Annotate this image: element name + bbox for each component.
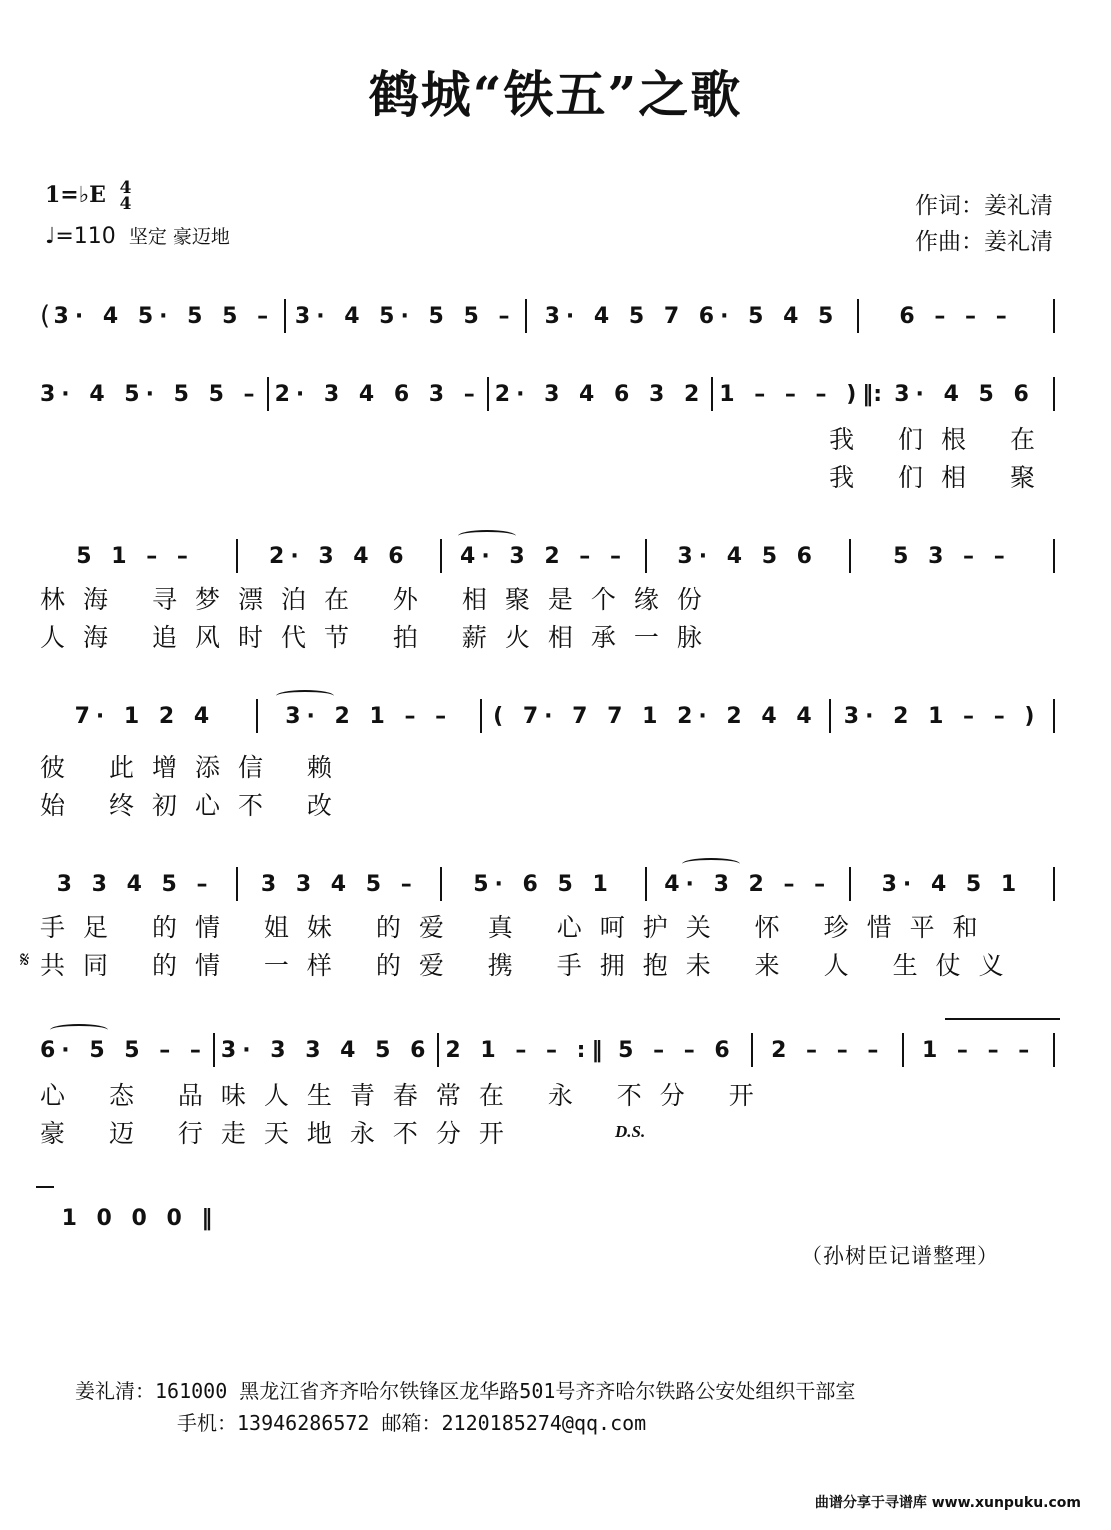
- measure: 2· 3 4 6 3 2: [494, 381, 706, 407]
- dal-segno-mark: D.S.: [615, 1122, 646, 1141]
- slur-mark: [50, 1024, 108, 1036]
- barline: [645, 867, 647, 901]
- measure: 6· 5 5 – –: [40, 1037, 207, 1063]
- barline: [1053, 867, 1055, 901]
- barline: [236, 867, 238, 901]
- score-row-3: [40, 540, 1061, 572]
- lyric-row-4-verse-1: 彼 此增添信 赖: [40, 753, 350, 782]
- score-row-4: [40, 700, 1061, 732]
- barline: [437, 1033, 439, 1067]
- barline: [213, 1033, 215, 1067]
- credits: [915, 188, 1053, 260]
- barline: [1053, 299, 1055, 333]
- measure: ( 7· 7 7 1 2· 2 4 4: [493, 703, 818, 729]
- measure: 4· 3 2 – –: [460, 543, 627, 569]
- measure: 3· 4 5 7 6· 5 4 5: [544, 303, 840, 329]
- measure: 2· 3 4 6 3 –: [274, 381, 481, 407]
- slur-mark: [276, 690, 334, 702]
- transcriber-credit: （孙树臣记谱整理）: [801, 1244, 999, 1268]
- expression-marking: 坚定 豪迈地: [128, 226, 230, 248]
- key-label: 1=♭E: [45, 182, 106, 208]
- measure: 1 – – –: [921, 1037, 1036, 1063]
- barline: [829, 699, 831, 733]
- measure: 3· 4 5· 5 5 –: [294, 303, 516, 329]
- barline: [440, 539, 442, 573]
- tempo-line: [45, 222, 230, 249]
- lyric-pickup-verse-2: 我 们相 聚: [829, 463, 1053, 492]
- composer: 作曲：姜礼清: [915, 229, 1053, 255]
- barline: [751, 1033, 753, 1067]
- measure: 3· 4 5 6: [677, 543, 818, 569]
- barline: [284, 299, 286, 333]
- tie-mark: [945, 1018, 1060, 1030]
- site-footer: 曲谱分享于寻谱库 www.xunpuku.com: [814, 1495, 1081, 1511]
- pickup-measure: 3· 4 5 6: [894, 381, 1035, 407]
- score-row-6: [40, 1034, 1061, 1066]
- time-top: 4: [119, 178, 132, 198]
- barline: [487, 377, 489, 411]
- contact-address: 姜礼清：161000 黑龙江省齐齐哈尔铁锋区龙华路501号齐齐哈尔铁路公安处组织干部室: [75, 1379, 856, 1403]
- measure: 5 1 – –: [76, 543, 194, 569]
- measure: 3· 2 1 – – ): [843, 703, 1041, 729]
- score-row-2: [40, 378, 1061, 410]
- barline: [849, 539, 851, 573]
- measure: 3· 3 3 4 5 6: [220, 1037, 432, 1063]
- barline: [525, 299, 527, 333]
- measure: 6 – – –: [899, 303, 1013, 329]
- measure: 2 1 – – :‖: [445, 1037, 609, 1063]
- contact-phone-email: 手机：13946286572 邮箱：2120185274@qq.com: [177, 1411, 647, 1435]
- contact-info: [75, 1375, 855, 1439]
- barline: [256, 699, 258, 733]
- measure: 3· 4 5· 5 5 –: [40, 381, 261, 407]
- segno-sign: 𝄋: [20, 948, 30, 973]
- lyric-row-6-verse-1: 心 态 品味人生青春常在 永 不分 开: [40, 1081, 772, 1110]
- score-row-7: [40, 1202, 240, 1234]
- lyric-pickup-verse-1: 我 们根 在: [829, 425, 1053, 454]
- barline: [711, 377, 713, 411]
- measure: 3· 4 5 1: [881, 871, 1023, 897]
- lyric-row-3-verse-2: 人海 追风时代节 拍 薪火相承一脉: [40, 623, 720, 652]
- barline: [645, 539, 647, 573]
- barline: [1053, 699, 1055, 733]
- barline: [480, 699, 482, 733]
- lyric-row-5-verse-2: 共同 的情 一样 的爱 携 手拥抱未 来 人 生仗义: [40, 951, 1022, 980]
- measure: 5 – – 6: [618, 1037, 736, 1063]
- measure: 5· 6 5 1: [473, 871, 614, 897]
- repeat-start-sign: ‖:: [862, 381, 883, 407]
- tempo-marking: ♩=110: [45, 224, 116, 249]
- measure: 3 3 4 5 –: [56, 871, 214, 897]
- barline: [857, 299, 859, 333]
- measure: 3· 2 1 – –: [285, 703, 453, 729]
- intro-open-paren: (: [40, 301, 51, 331]
- lyricist: 作词：姜礼清: [915, 193, 1053, 219]
- measure: 5 3 – –: [893, 543, 1011, 569]
- barline: [902, 1033, 904, 1067]
- barline: [440, 867, 442, 901]
- measure: 2· 3 4 6: [269, 543, 410, 569]
- measure: 7· 1 2 4: [74, 703, 216, 729]
- barline: [1053, 539, 1055, 573]
- barline: [1053, 1033, 1055, 1067]
- time-signature: [120, 180, 132, 212]
- measure: 2 – – –: [771, 1037, 885, 1063]
- measure: 3· 4 5· 5 5 –: [53, 303, 275, 329]
- lyric-row-4-verse-2: 始 终初心不 改: [40, 791, 350, 820]
- score-row-1: [40, 300, 1061, 332]
- time-bottom: 4: [119, 194, 132, 214]
- measure: 4· 3 2 – –: [664, 871, 832, 897]
- song-title: 鹤城“铁五”之歌: [368, 65, 743, 124]
- barline: [849, 867, 851, 901]
- lyric-row-6-verse-2: 豪 迈 行走天地永不分开: [40, 1119, 522, 1148]
- measure: 3 3 4 5 –: [260, 871, 418, 897]
- barline: [236, 539, 238, 573]
- barline: [267, 377, 269, 411]
- barline: [1053, 377, 1055, 411]
- measure: 1 0 0 0 ‖: [61, 1205, 219, 1231]
- score-row-5: [40, 868, 1061, 900]
- measure: 1 – – – ): [719, 381, 863, 407]
- slur-mark: [458, 530, 516, 542]
- slur-mark: [682, 858, 740, 870]
- lyric-row-3-verse-1: 林海 寻梦漂泊在 外 相聚是个缘份: [40, 585, 720, 614]
- key-signature: [45, 180, 131, 212]
- lyric-row-5-verse-1: 手足 的情 姐妹 的爱 真 心呵护关 怀 珍惜平和: [40, 913, 996, 942]
- tie-mark: [36, 1186, 54, 1198]
